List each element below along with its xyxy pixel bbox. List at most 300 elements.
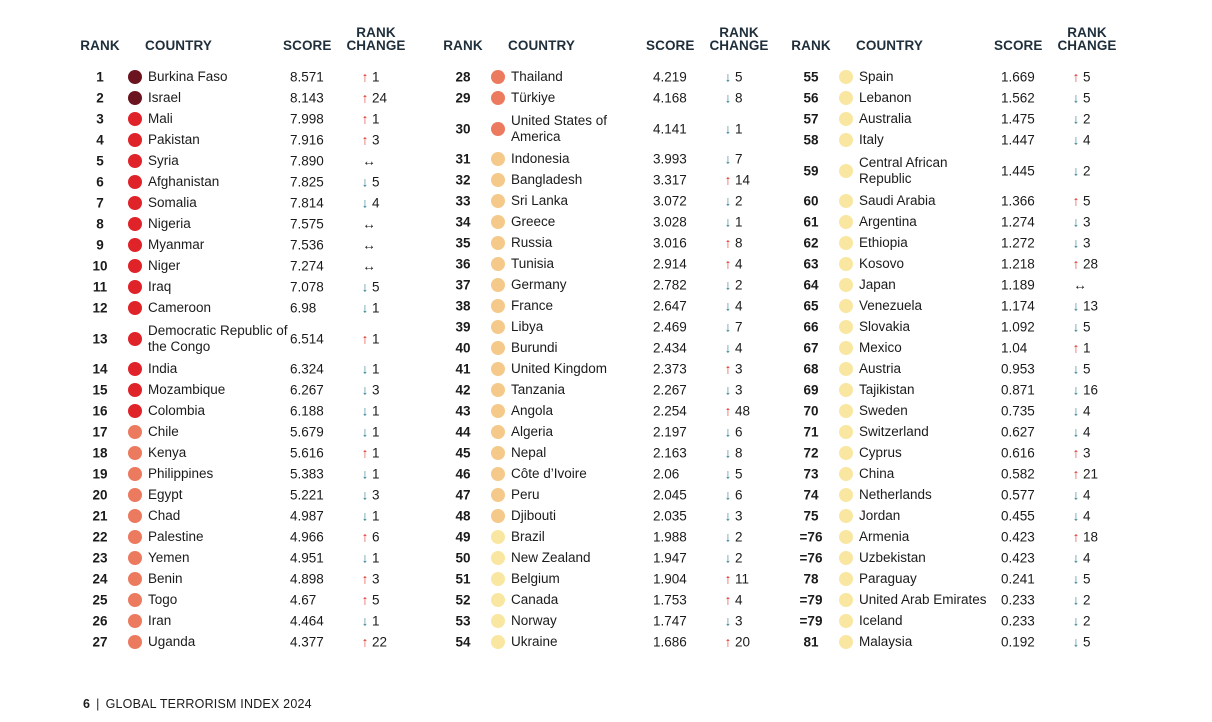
rank-change-value: 2 (735, 550, 743, 566)
rank-cell: 42 (455, 382, 471, 398)
rank-cell: 9 (96, 237, 104, 253)
rank-change-value: 1 (372, 403, 380, 419)
impact-level-dot (839, 70, 853, 84)
score-cell: 7.274 (290, 258, 324, 274)
score-cell: 4.219 (653, 69, 687, 85)
impact-level-dot (491, 70, 505, 84)
rank-change-cell (1071, 593, 1091, 608)
rank-cell: 41 (455, 361, 471, 377)
rank-change-cell (1071, 425, 1091, 440)
impact-level-dot (491, 572, 505, 586)
rank-change-value: 1 (372, 361, 380, 377)
rank-cell: 13 (92, 331, 108, 346)
arrow-up-icon: ↑ (361, 634, 369, 650)
arrow-down-icon: ↓ (724, 193, 732, 209)
rank-cell: 43 (455, 403, 471, 419)
impact-level-dot (839, 572, 853, 586)
arrow-down-icon: ↓ (724, 508, 732, 524)
rank-cell: 40 (455, 340, 471, 356)
rank-change-value: 1 (372, 445, 380, 461)
rank-change-value: 3 (372, 487, 380, 503)
score-cell: 0.627 (1001, 424, 1035, 440)
country-cell: Uzbekistan (859, 550, 926, 565)
score-cell: 1.272 (1001, 235, 1035, 251)
rank-cell: 6 (96, 174, 104, 190)
score-cell: 0.423 (1001, 550, 1035, 566)
country-cell: United Arab Emirates (859, 592, 987, 607)
rank-change-value: 3 (735, 361, 743, 377)
score-cell: 7.078 (290, 279, 324, 295)
rank-change-cell (360, 362, 380, 377)
rank-change-cell (723, 299, 743, 314)
rank-change-value: 6 (372, 529, 380, 545)
score-cell: 2.914 (653, 256, 687, 272)
impact-level-dot (128, 175, 142, 189)
country-cell: Iceland (859, 613, 903, 628)
header-rank: RANK (443, 38, 483, 53)
rank-cell: 44 (455, 424, 471, 440)
country-cell: Bangladesh (511, 172, 583, 187)
arrow-left-right-icon: ↔ (362, 258, 376, 274)
country-cell: Ethiopia (859, 235, 908, 250)
score-cell: 2.782 (653, 277, 687, 293)
rank-change-cell (360, 635, 387, 650)
score-cell: 4.141 (653, 121, 687, 136)
rank-change-cell (360, 572, 380, 587)
rank-change-value: 1 (372, 424, 380, 440)
arrow-up-icon: ↑ (361, 331, 369, 346)
arrow-down-icon: ↓ (361, 382, 369, 398)
impact-level-dot (128, 383, 142, 397)
score-cell: 1.04 (1001, 340, 1028, 356)
score-cell: 2.373 (653, 361, 687, 377)
score-cell: 1.189 (1001, 277, 1035, 293)
arrow-left-right-icon: ↔ (1073, 277, 1087, 293)
rank-change-cell (1071, 467, 1098, 482)
arrow-down-icon: ↓ (724, 298, 732, 314)
rank-change-cell (360, 112, 380, 127)
impact-level-dot (839, 236, 853, 250)
score-cell: 7.998 (290, 111, 324, 127)
header-rank: RANK (80, 38, 120, 53)
rank-change-value: 3 (372, 571, 380, 587)
score-cell: 2.267 (653, 382, 687, 398)
rank-cell: 4 (96, 132, 104, 148)
score-cell: 4.898 (290, 571, 324, 587)
header-country: COUNTRY (856, 38, 923, 53)
impact-level-dot (128, 238, 142, 252)
rank-change-value: 2 (735, 193, 743, 209)
arrow-down-icon: ↓ (1072, 163, 1080, 178)
rank-cell: 61 (803, 214, 819, 230)
rank-change-cell (360, 467, 380, 482)
rank-change-cell (723, 173, 750, 188)
country-cell: Mali (148, 111, 173, 126)
impact-level-dot (128, 112, 142, 126)
impact-level-dot (491, 173, 505, 187)
country-cell: Australia (859, 111, 912, 126)
country-cell: Democratic Republic of the Congo (148, 322, 288, 354)
rank-change-value: 7 (735, 151, 743, 167)
footer-separator: | (96, 697, 100, 711)
rank-cell: 25 (92, 592, 108, 608)
header-rank-change: RANK CHANGE (709, 25, 769, 53)
rank-change-cell (360, 614, 380, 629)
rank-change-value: 8 (735, 235, 743, 251)
arrow-down-icon: ↓ (724, 613, 732, 629)
score-cell: 2.06 (653, 466, 680, 482)
rank-change-value: 5 (1083, 634, 1091, 650)
impact-level-dot (839, 509, 853, 523)
header-rank-change: RANK CHANGE (346, 25, 406, 53)
arrow-up-icon: ↑ (724, 361, 732, 377)
impact-level-dot (491, 404, 505, 418)
rank-change-value: 4 (1083, 403, 1091, 419)
rank-cell: 35 (455, 235, 471, 251)
arrow-down-icon: ↓ (1072, 508, 1080, 524)
country-cell: Yemen (148, 550, 190, 565)
country-cell: Sweden (859, 403, 908, 418)
rank-cell: 22 (92, 529, 108, 545)
rank-change-cell (723, 593, 743, 608)
arrow-down-icon: ↓ (1072, 424, 1080, 440)
impact-level-dot (839, 635, 853, 649)
rank-cell: 14 (92, 361, 108, 377)
arrow-down-icon: ↓ (724, 550, 732, 566)
score-cell: 0.233 (1001, 613, 1035, 629)
arrow-down-icon: ↓ (1072, 214, 1080, 230)
country-cell: Türkiye (511, 90, 556, 105)
rank-change-cell (1071, 362, 1091, 377)
rank-cell: 68 (803, 361, 819, 377)
rank-change-cell (723, 257, 743, 272)
rank-cell: 54 (455, 634, 471, 650)
score-cell: 6.514 (290, 331, 324, 346)
score-cell: 3.317 (653, 172, 687, 188)
country-cell: Armenia (859, 529, 910, 544)
header-country: COUNTRY (145, 38, 212, 53)
rank-change-value: 16 (1083, 382, 1099, 398)
header-score: SCORE (994, 38, 1043, 53)
arrow-down-icon: ↓ (1072, 361, 1080, 377)
score-cell: 4.67 (290, 592, 317, 608)
arrow-down-icon: ↓ (724, 90, 732, 106)
impact-level-dot (491, 320, 505, 334)
country-cell: Nigeria (148, 216, 191, 231)
arrow-left-right-icon: ↔ (362, 153, 376, 169)
score-cell: 1.366 (1001, 193, 1035, 209)
score-cell: 2.254 (653, 403, 687, 419)
impact-level-dot (491, 362, 505, 376)
rank-cell: 29 (455, 90, 471, 106)
score-cell: 0.616 (1001, 445, 1035, 461)
rank-cell: 67 (803, 340, 819, 356)
rank-cell: 28 (455, 69, 471, 85)
rank-change-value: 6 (735, 487, 743, 503)
country-cell: Chad (148, 508, 181, 523)
country-cell: Brazil (511, 529, 545, 544)
rank-change-cell (360, 551, 380, 566)
rank-change-cell (1071, 488, 1091, 503)
rank-change-cell (360, 259, 380, 274)
score-cell: 0.582 (1001, 466, 1035, 482)
rank-change-cell (1071, 112, 1091, 127)
score-cell: 1.174 (1001, 298, 1035, 314)
rank-change-cell (360, 133, 380, 148)
country-cell: Kosovo (859, 256, 905, 271)
rank-change-value: 1 (372, 331, 380, 346)
rank-change-value: 1 (372, 613, 380, 629)
impact-level-dot (839, 467, 853, 481)
country-cell: Algeria (511, 424, 554, 439)
rank-change-cell (723, 530, 743, 545)
rank-change-cell (723, 383, 743, 398)
rank-change-cell (1071, 163, 1091, 178)
rank-change-value: 5 (1083, 193, 1091, 209)
rank-change-cell (360, 446, 380, 461)
score-cell: 0.455 (1001, 508, 1035, 524)
rank-change-cell (1071, 278, 1091, 293)
impact-level-dot (128, 446, 142, 460)
impact-level-dot (128, 572, 142, 586)
impact-level-dot (839, 425, 853, 439)
rank-change-cell (1071, 320, 1091, 335)
rank-cell: 46 (455, 466, 471, 482)
impact-level-dot (491, 236, 505, 250)
rank-cell: 34 (455, 214, 471, 230)
rank-cell: 59 (803, 163, 819, 178)
rank-change-cell (1071, 133, 1091, 148)
country-cell: Italy (859, 132, 884, 147)
impact-level-dot (839, 112, 853, 126)
impact-level-dot (491, 635, 505, 649)
rank-change-cell (1071, 404, 1091, 419)
country-cell: Syria (148, 153, 179, 168)
rank-cell: 3 (96, 111, 104, 127)
impact-level-dot (491, 488, 505, 502)
rank-cell: 71 (803, 424, 819, 440)
arrow-down-icon: ↓ (724, 487, 732, 503)
rank-cell: 16 (92, 403, 108, 419)
impact-level-dot (128, 196, 142, 210)
rank-change-cell (1071, 91, 1091, 106)
impact-level-dot (839, 133, 853, 147)
arrow-up-icon: ↑ (361, 132, 369, 148)
score-cell: 1.753 (653, 592, 687, 608)
arrow-down-icon: ↓ (361, 300, 369, 316)
arrow-up-icon: ↑ (1072, 256, 1080, 272)
country-cell: Iran (148, 613, 172, 628)
arrow-down-icon: ↓ (724, 151, 732, 167)
country-cell: Thailand (511, 69, 563, 84)
impact-level-dot (839, 551, 853, 565)
score-cell: 1.274 (1001, 214, 1035, 230)
rank-change-cell (723, 467, 743, 482)
arrow-up-icon: ↑ (1072, 193, 1080, 209)
rank-change-value: 3 (372, 382, 380, 398)
rank-change-value: 4 (1083, 424, 1091, 440)
arrow-up-icon: ↑ (1072, 466, 1080, 482)
rank-change-value: 3 (1083, 214, 1091, 230)
rank-change-cell (360, 509, 380, 524)
rank-change-value: 1 (372, 508, 380, 524)
score-cell: 2.197 (653, 424, 687, 440)
score-cell: 1.092 (1001, 319, 1035, 335)
rank-cell: 23 (92, 550, 108, 566)
score-cell: 0.233 (1001, 592, 1035, 608)
rank-cell: 39 (455, 319, 471, 335)
header-score: SCORE (283, 38, 332, 53)
rank-change-value: 4 (735, 340, 743, 356)
rank-cell: 72 (803, 445, 819, 461)
rank-change-value: 2 (1083, 613, 1091, 629)
rank-cell: 45 (455, 445, 471, 461)
rank-change-cell (1071, 509, 1091, 524)
impact-level-dot (128, 217, 142, 231)
impact-level-dot (491, 341, 505, 355)
country-cell: Niger (148, 258, 181, 273)
rank-change-value: 2 (735, 529, 743, 545)
impact-level-dot (491, 614, 505, 628)
arrow-down-icon: ↓ (1072, 571, 1080, 587)
rank-change-value: 21 (1083, 466, 1099, 482)
rank-cell: =79 (799, 613, 823, 629)
rank-change-cell (723, 425, 743, 440)
arrow-up-icon: ↑ (724, 592, 732, 608)
rank-cell: 69 (803, 382, 819, 398)
impact-level-dot (491, 194, 505, 208)
score-cell: 3.993 (653, 151, 687, 167)
impact-level-dot (491, 383, 505, 397)
score-cell: 1.475 (1001, 111, 1035, 127)
score-cell: 7.916 (290, 132, 324, 148)
arrow-down-icon: ↓ (724, 121, 732, 136)
rank-cell: 10 (92, 258, 108, 274)
rank-cell: 36 (455, 256, 471, 272)
score-cell: 3.072 (653, 193, 687, 209)
impact-level-dot (839, 404, 853, 418)
score-cell: 7.536 (290, 237, 324, 253)
rank-change-value: 4 (1083, 550, 1091, 566)
rank-change-cell (1071, 215, 1091, 230)
rank-cell: 12 (92, 300, 108, 316)
impact-level-dot (128, 133, 142, 147)
rank-change-cell (360, 331, 380, 346)
impact-level-dot (839, 383, 853, 397)
rank-cell: 26 (92, 613, 108, 629)
impact-level-dot (491, 551, 505, 565)
rank-cell: 48 (455, 508, 471, 524)
country-cell: Saudi Arabia (859, 193, 936, 208)
country-cell: Afghanistan (148, 174, 220, 189)
score-cell: 6.188 (290, 403, 324, 419)
country-cell: Côte d’Ivoire (511, 466, 587, 481)
rank-change-value: 3 (1083, 235, 1091, 251)
rank-cell: 65 (803, 298, 819, 314)
rank-change-value: 7 (735, 319, 743, 335)
country-cell: Myanmar (148, 237, 205, 252)
rank-change-value: 24 (372, 90, 388, 106)
rank-change-value: 5 (1083, 319, 1091, 335)
impact-level-dot (128, 362, 142, 376)
country-cell: Israel (148, 90, 182, 105)
arrow-down-icon: ↓ (1072, 613, 1080, 629)
rank-change-cell (723, 236, 743, 251)
rank-cell: 53 (455, 613, 471, 629)
country-cell: Malaysia (859, 634, 913, 649)
rank-cell: 2 (96, 90, 104, 106)
country-cell: Cameroon (148, 300, 212, 315)
rank-cell: 75 (803, 508, 819, 524)
rank-change-value: 5 (1083, 90, 1091, 106)
impact-level-dot (839, 194, 853, 208)
rank-change-value: 3 (735, 508, 743, 524)
rank-change-cell (360, 488, 380, 503)
impact-level-dot (128, 530, 142, 544)
rank-cell: 30 (455, 121, 471, 136)
arrow-down-icon: ↓ (1072, 298, 1080, 314)
rank-change-cell (1071, 635, 1091, 650)
country-cell: Colombia (148, 403, 206, 418)
rank-change-value: 4 (372, 195, 380, 211)
country-cell: Central African Republic (859, 154, 948, 186)
impact-level-dot (839, 164, 853, 178)
score-cell: 8.571 (290, 69, 324, 85)
score-cell: 8.143 (290, 90, 324, 106)
arrow-down-icon: ↓ (361, 487, 369, 503)
rank-change-cell (1071, 194, 1091, 209)
rank-cell: 74 (803, 487, 819, 503)
rank-change-value: 1 (372, 550, 380, 566)
country-cell: Belgium (511, 571, 560, 586)
rank-change-cell (723, 91, 743, 106)
arrow-up-icon: ↑ (724, 634, 732, 650)
rank-change-cell (1071, 446, 1091, 461)
impact-level-dot (839, 488, 853, 502)
impact-level-dot (128, 154, 142, 168)
arrow-down-icon: ↓ (361, 466, 369, 482)
arrow-left-right-icon: ↔ (362, 237, 376, 253)
rank-change-value: 5 (372, 279, 380, 295)
rank-cell: 55 (803, 69, 819, 85)
score-cell: 0.241 (1001, 571, 1035, 587)
arrow-down-icon: ↓ (361, 361, 369, 377)
score-cell: 7.890 (290, 153, 324, 169)
rank-cell: 62 (803, 235, 819, 251)
rank-cell: 51 (455, 571, 471, 587)
impact-level-dot (839, 446, 853, 460)
score-cell: 2.434 (653, 340, 687, 356)
country-cell: Egypt (148, 487, 183, 502)
country-cell: Ukraine (511, 634, 558, 649)
country-cell: France (511, 298, 554, 313)
impact-level-dot (491, 215, 505, 229)
rank-change-cell (360, 217, 380, 232)
arrow-down-icon: ↓ (724, 445, 732, 461)
impact-level-dot (491, 257, 505, 271)
country-cell: Kenya (148, 445, 187, 460)
rank-change-cell (723, 320, 743, 335)
arrow-down-icon: ↓ (361, 174, 369, 190)
impact-level-dot (839, 341, 853, 355)
rank-change-cell (723, 509, 743, 524)
score-cell: 6.267 (290, 382, 324, 398)
rank-change-value: 1 (372, 111, 380, 127)
impact-level-dot (839, 362, 853, 376)
country-cell: Uganda (148, 634, 196, 649)
country-cell: Mexico (859, 340, 902, 355)
rank-change-value: 5 (735, 69, 743, 85)
